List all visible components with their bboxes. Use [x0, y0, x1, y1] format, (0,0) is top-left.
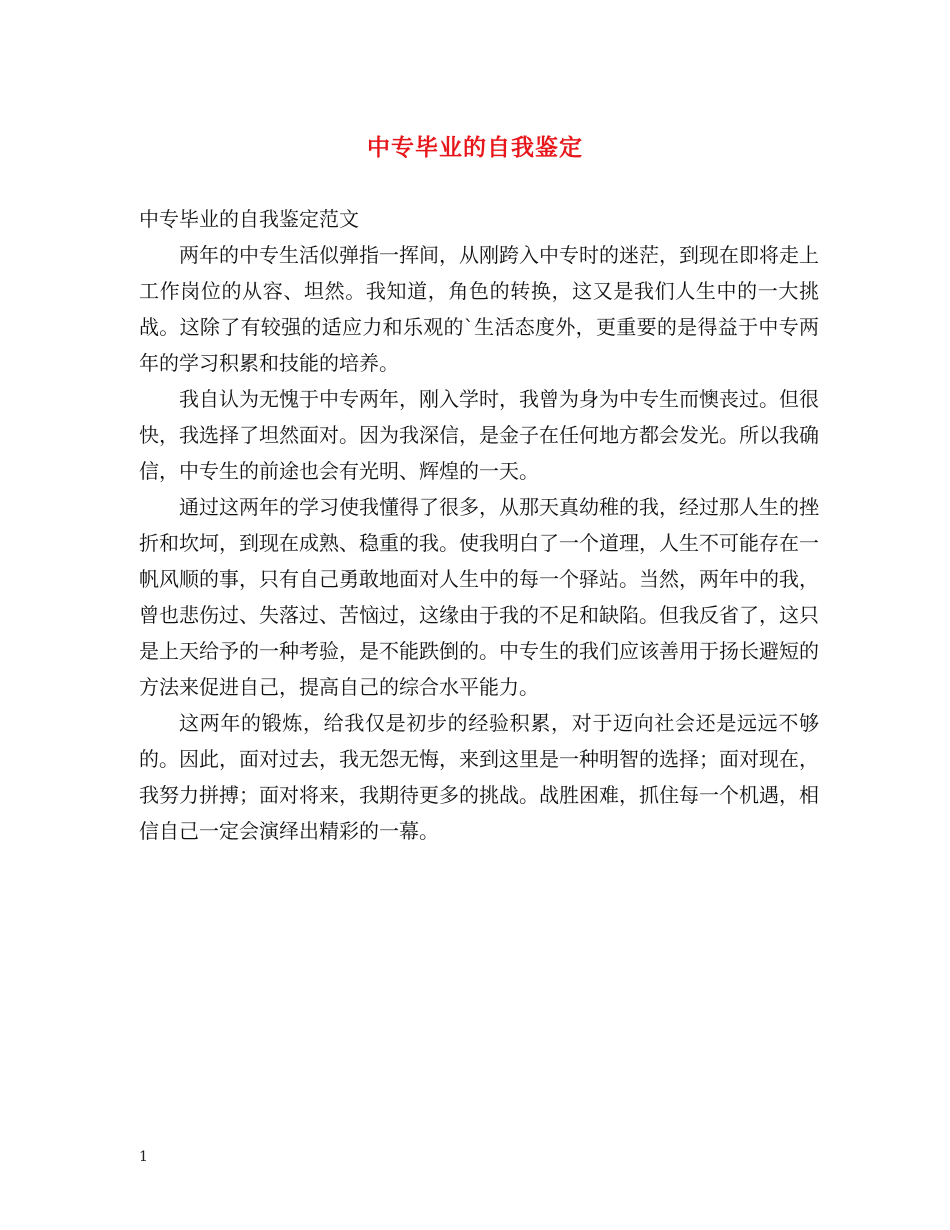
paragraph-3: 通过这两年的学习使我懂得了很多，从那天真幼稚的我，经过那人生的挫折和坎坷，到现在成熟、稳重的我。使我明白了一个道理，人生不可能存在一帆风顺的事，只有自己勇敢地面对人生中的每一个驿站。当然，两年中的我，曾也悲伤过、失落过、苦恼过，这缘由于我的不足和缺陷。但我反省了，这只是上天给予的一种考验，是不能跌倒的。中专生的我们应该善用于扬长避短的方法来促进自己，提高自己的综合水平能力。: [139, 495, 819, 699]
paragraph-2: 我自认为无愧于中专两年，刚入学时，我曾为身为中专生而懊丧过。但很快，我选择了坦然面对。因为我深信，是金子在任何地方都会发光。所以我确信，中专生的前途也会有光明、辉煌的一天。: [139, 387, 819, 483]
page-number: 1: [139, 1149, 148, 1165]
paragraph-4: 这两年的锻炼，给我仅是初步的经验积累，对于迈向社会还是远远不够的。因此，面对过去，我无怨无悔，来到这里是一种明智的选择；面对现在，我努力拼搏；面对将来，我期待更多的挑战。战胜困难，抓住每一个机遇，相信自己一定会演绎出精彩的一幕。: [139, 711, 819, 843]
paragraph-1: 两年的中专生活似弹指一挥间，从刚跨入中专时的迷茫，到现在即将走上工作岗位的从容、坦然。我知道，角色的转换，这又是我们人生中的一大挑战。这除了有较强的适应力和乐观的`生活态度外，更重要的是得益于中专两年的学习积累和技能的培养。: [139, 243, 819, 375]
document-subtitle: 中专毕业的自我鉴定范文: [139, 207, 359, 231]
document-body: [139, 201, 819, 849]
document-title: 中专毕业的自我鉴定: [367, 134, 583, 161]
